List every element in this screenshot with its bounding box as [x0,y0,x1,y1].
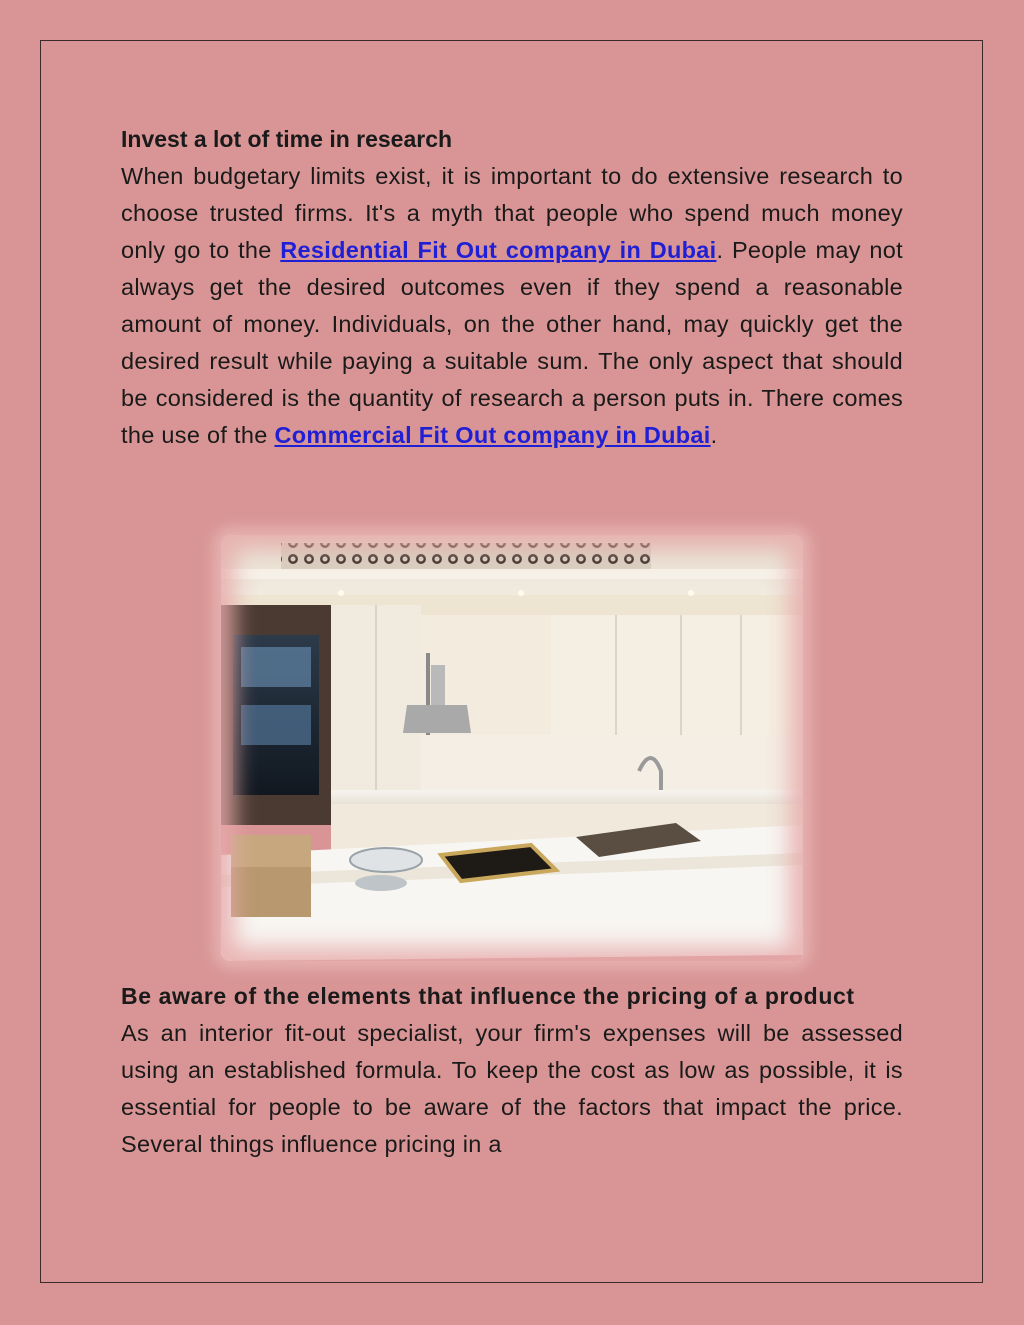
section-paragraph: As an interior fit-out specialist, your firm's expenses will be assessed using an established formula. To keep the cost as low as possible, it is essential for people to be aware of the factors that impact the price. Several things influence pricing in a [121,1020,903,1157]
paragraph-text: When budgetary limits exist, it is important to do extensive research to choose trusted firms. It's a myth that people who spend much money only go to the [121,163,903,263]
paragraph-text: . [710,422,718,448]
section-paragraph [121,158,903,454]
paragraph-text: . People may not always get the desired outcomes even if they spend a reasonable amount of money. Individuals, on the other hand, may quickly get the desired result while paying a suitable sum. The only aspect that should be considered is the quantity of research a person puts in. There comes the use of the [121,237,903,448]
section-research [121,121,903,454]
section-heading: Invest a lot of time in research [121,126,453,152]
kitchen-photo [221,535,803,961]
commercial-fit-out-link[interactable]: Commercial Fit Out company in Dubai [274,422,711,448]
section-heading: Be aware of the elements that influence the pricing of a product [121,983,855,1009]
residential-fit-out-link[interactable]: Residential Fit Out company in Dubai [280,237,717,263]
section-pricing [121,978,903,1163]
